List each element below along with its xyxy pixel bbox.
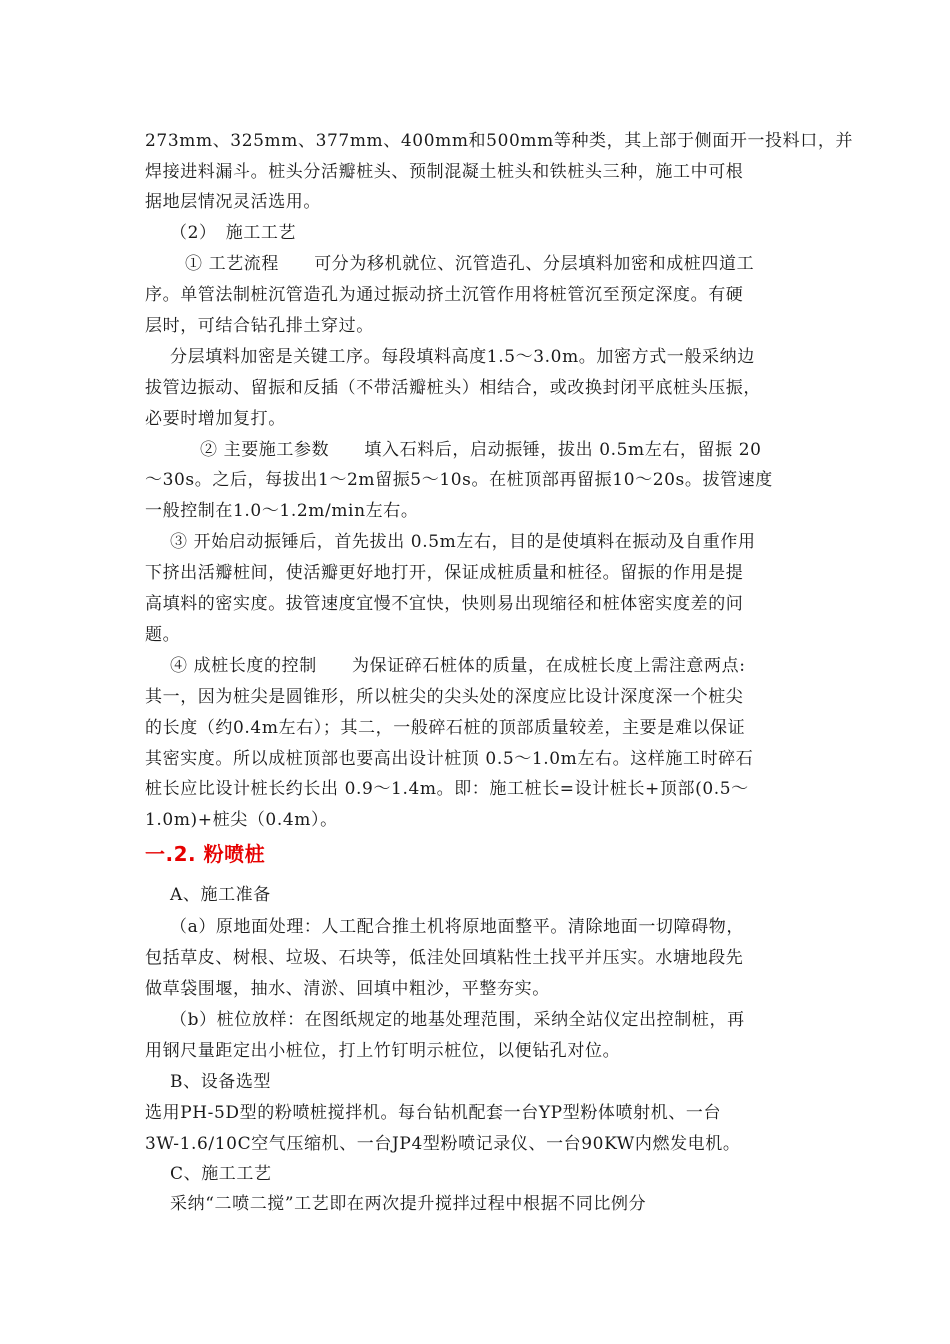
paragraph-line: 包括草皮、树根、垃圾、石块等，低洼处回填粘性土找平并压实。水塘地段先	[145, 948, 744, 968]
paragraph-line: 1.0m)+桩尖（0.4m）。	[145, 810, 338, 830]
paragraph-line: ③ 开始启动振锤后，首先拔出 0.5m左右，目的是使填料在振动及自重作用	[170, 532, 756, 552]
subsection-title: （2） 施工工艺	[170, 223, 297, 243]
paragraph-line: 题。	[145, 625, 181, 645]
paragraph-line: （b）桩位放样：在图纸规定的地基处理范围，采纳全站仪定出控制桩，再	[170, 1010, 745, 1030]
paragraph-line: 必要时增加复打。	[145, 409, 286, 429]
paragraph-line: 选用PH-5D型的粉喷桩搅拌机。每台钻机配套一台YP型粉体喷射机、一台	[145, 1103, 722, 1123]
paragraph-line: 做草袋围堰，抽水、清淤、回填中粗沙，平整夯实。	[145, 979, 550, 999]
paragraph-line: 的长度（约0.4m左右）；其二，一般碎石桩的顶部质量较差，主要是难以保证	[145, 718, 746, 738]
subsection-title: B、设备选型	[170, 1072, 272, 1092]
paragraph-line: 273mm、325mm、377mm、400mm和500mm等种类，其上部于侧面开一投料口，并	[145, 131, 854, 151]
paragraph-line: 下挤出活瓣桩间，使活瓣更好地打开，保证成桩质量和桩径。留振的作用是提	[145, 563, 744, 583]
paragraph-line: ④ 成桩长度的控制 为保证碎石桩体的质量，在成桩长度上需注意两点:	[170, 656, 746, 676]
paragraph-line: 3W-1.6/10C空气压缩机、一台JP4型粉喷记录仪、一台90KW内燃发电机。	[145, 1134, 741, 1154]
paragraph-line: 高填料的密实度。拔管速度宜慢不宜快，快则易出现缩径和桩体密实度差的问	[145, 594, 744, 614]
section-heading: 一.2. 粉喷桩	[145, 842, 266, 866]
paragraph-line: ② 主要施工参数 填入石料后，启动振锤，拔出 0.5m左右，留振 20	[200, 440, 762, 460]
paragraph-line: 分层填料加密是关键工序。每段填料高度1.5～3.0m。加密方式一般采纳边	[170, 347, 755, 367]
paragraph-line: 其密实度。所以成桩顶部也要高出设计桩顶 0.5～1.0m左右。这样施工时碎石	[145, 749, 754, 769]
subsection-title: C、施工工艺	[170, 1164, 272, 1184]
paragraph-line: 拔管边振动、留振和反插（不带活瓣桩头）相结合，或改换封闭平底桩头压振，	[145, 378, 761, 398]
paragraph-line: 层时，可结合钻孔排土穿过。	[145, 316, 374, 336]
subsection-title: A、施工准备	[170, 885, 271, 905]
paragraph-line: （a）原地面处理：人工配合推土机将原地面整平。清除地面一切障碍物，	[170, 917, 744, 937]
paragraph-line: 用钢尺量距定出小桩位，打上竹钉明示桩位，以便钻孔对位。	[145, 1041, 621, 1061]
paragraph-line: 一般控制在1.0～1.2m/min左右。	[145, 501, 419, 521]
paragraph-line: ① 工艺流程 可分为移机就位、沉管造孔、分层填料加密和成桩四道工	[185, 254, 755, 274]
paragraph-line: 其一，因为桩尖是圆锥形，所以桩尖的尖头处的深度应比设计深度深一个桩尖	[145, 687, 744, 707]
paragraph-line: 序。单管法制桩沉管造孔为通过振动挤土沉管作用将桩管沉至预定深度。有硬	[145, 285, 744, 305]
paragraph-line: 焊接进料漏斗。桩头分活瓣桩头、预制混凝土桩头和铁桩头三种，施工中可根	[145, 162, 744, 182]
paragraph-line: 桩长应比设计桩长约长出 0.9～1.4m。即：施工桩长=设计桩长+顶部(0.5～	[145, 779, 749, 799]
paragraph-line: ～30s。之后，每拔出1～2m留振5～10s。在桩顶部再留振10～20s。拔管速度	[145, 470, 773, 490]
paragraph-line: 采纳“二喷二搅”工艺即在两次提升搅拌过程中根据不同比例分	[170, 1194, 647, 1214]
paragraph-line: 据地层情况灵活选用。	[145, 192, 321, 212]
